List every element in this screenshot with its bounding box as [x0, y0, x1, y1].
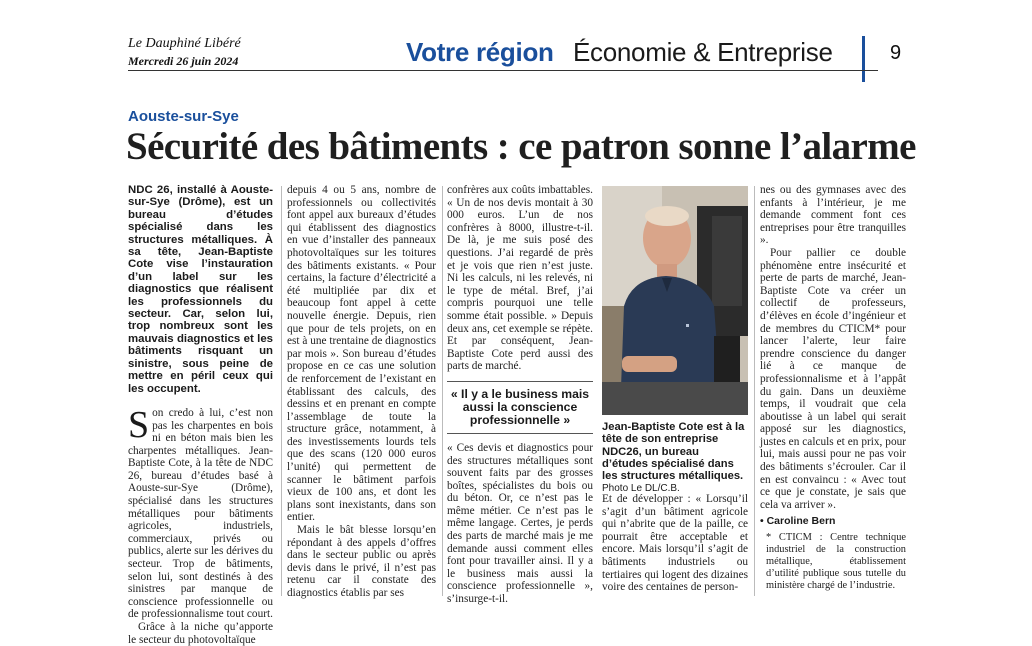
photo-caption: Jean-Baptiste Cote est à la tête de son entreprise NDC26, un bureau d’études spécialisé dans les structures métalliques. Photo Le DL/C.B. [602, 421, 745, 495]
body-paragraph: confrères aux coûts imbattables. « Un de nos devis montait à 30 000 euros. L’un de nos confrères à 8000, illustre-t-il. De là, je me suis posé des questions. J’ai regardé de près et je vois que rien n’est juste. Ni les calculs, ni les relevés, ni le type de métal. Bref, j’ai compris pourquoi une telle somme était possible. » Depuis deux ans, cet exemple se répète. Et par conséquent, Jean-Baptiste Cote perd aussi des parts de marché. [447, 184, 593, 373]
article-location: Aouste-sur-Sye [128, 108, 239, 125]
article-author: • Caroline Bern [760, 515, 836, 528]
body-paragraph: « Ces devis et diagnostics pour des structures métalliques sont souvent faits par des grosses boîtes, spécialistes du bois ou du béton. Or, ce n’est pas le même métier. Ce n’est pas le même langage. Certes, je perds des parts de marché mais je me demande aussi comment elles font pour travailler ainsi. Il y a le business mais aussi la conscience professionnelle », s’insurge-t-il. [447, 441, 593, 606]
body-paragraph: depuis 4 ou 5 ans, nombre de professionnels ou collectivités font appel aux bureaux d’études qui établissent des diagnostics en vue d’installer des panneaux photovoltaïques sur les toitures des bâtiments existants. « Pour certains, la facture d’électricité a été multipliée par dix et beaucoup font appel à cette nouvelle énergie. Depuis, rien que pour de tels projets, on en est à une trentaine de diagnostics par mois ». Son bureau d’études propose en ce cas une solution de renforcement de l’existant en établissant des calculs, des dessins et en prenant en compte l’assemblage de toute la structure grâce, notamment, à des investissements lourds tels que des scans (120 000 euros l’unité) qui permettent de scanner le bâtiment parfois vieux de 100 ans, et dont les plans sont inexistants, dans son entier. [287, 184, 437, 524]
article-photo [602, 186, 748, 415]
page-number: 9 [890, 42, 902, 64]
article-lead: NDC 26, installé à Aouste-sur-Sye (Drôme), est un bureau d’études spécialisé dans les structures métalliques. À sa tête, Jean-Baptiste Cote vise l’instauration d’un label sur les diagnostics que réalisent les professionnels du secteur. Car, selon lui, trop nombreux sont les mauvais diagnostics et les bâtiments risquant un sinistre, sous peine de mettre en péril ceux qui les occupent. [128, 184, 273, 395]
section-region: Votre région [406, 37, 554, 67]
column-rule [754, 186, 755, 596]
column-rule [281, 186, 282, 596]
column-1 [128, 184, 273, 646]
article-footnote: * CTICM : Centre technique industriel de la construction métallique, établissement d’utilité publique sous tutelle du ministère chargé de l’industrie. [766, 532, 906, 592]
drop-cap: S [128, 403, 150, 446]
column-4 [602, 493, 748, 594]
pull-quote: « Il y a le business mais aussi la conscience professionnelle » [450, 386, 590, 427]
section-subtitle: Économie & Entreprise [573, 37, 833, 67]
header-rule [128, 70, 878, 71]
body-paragraph: Grâce à la niche qu’apporte le secteur du photovoltaïque [128, 621, 273, 646]
newspaper-name: Le Dauphiné Libéré [128, 36, 241, 51]
column-3 [447, 184, 593, 606]
portrait-image [602, 186, 748, 415]
pull-quote-box [447, 381, 593, 434]
body-paragraph: Son credo à lui, c’est non pas les charpentes en bois ni en béton mais bien les charpentes métalliques. Jean-Baptiste Cote, à la tête de NDC 26, bureau d’études basé à Aouste-sur-Sye (Drôme), spécialisé dans les structures métalliques pour bâtiments agricoles, industriels, commerciaux, privés ou publics, alerte sur les dérives du secteur. Trop de bâtiments, selon lui, sont destinés à des sinistres par manque de conscience professionnelle ou de professionnalisme tout court. [128, 403, 273, 621]
column-2 [287, 184, 436, 600]
body-paragraph: nes ou des gymnases avec des enfants à l’intérieur, je me demande comment font ces entreprises pour être tranquilles ». [760, 184, 906, 247]
article-headline: Sécurité des bâtiments : ce patron sonne l’alarme [126, 125, 916, 168]
issue-date: Mercredi 26 juin 2024 [128, 54, 239, 68]
body-paragraph: Pour pallier ce double phénomène entre insécurité et perte de parts de marché, Jean-Baptiste Cote va créer un collectif de professeurs, d’élèves en école d’ingénieur et de membres du CTICM* pour lancer l’alerte, leur faire prendre conscience du danger lié à ce manque de professionnalisme et à l’appât du gain. Dans un deuxième temps, il voudrait que cela aboutisse à un label qui serait apposé sur les diagnostics, justes en calculs et en prix, pour lui, mais aussi pour ne pas voir des bâtiments s’écrouler. Car il en est convaincu : « Avec tout ce que je constate, je sais que cela va arriver ». [760, 246, 906, 511]
body-paragraph: Mais le bât blesse lorsqu’en répondant à des appels d’offres dans le secteur public ou après devis dans le privé, il n’est pas retenu car il constate des diagnostics établis par ses [287, 524, 436, 599]
photo-credit: Photo Le DL/C.B. [602, 483, 680, 495]
body-paragraph: Et de développer : « Lorsqu’il s’agit d’un bâtiment agricole qui n’abrite que de la paille, ce pourrait être acceptable et encore. Mais lorsqu’il s’agit de bâtiments industriels ou tertiaires qui logent des dizaines voire des centaines de person- [602, 493, 748, 594]
column-rule [442, 186, 443, 596]
column-5 [760, 184, 906, 592]
section-divider [862, 36, 865, 82]
